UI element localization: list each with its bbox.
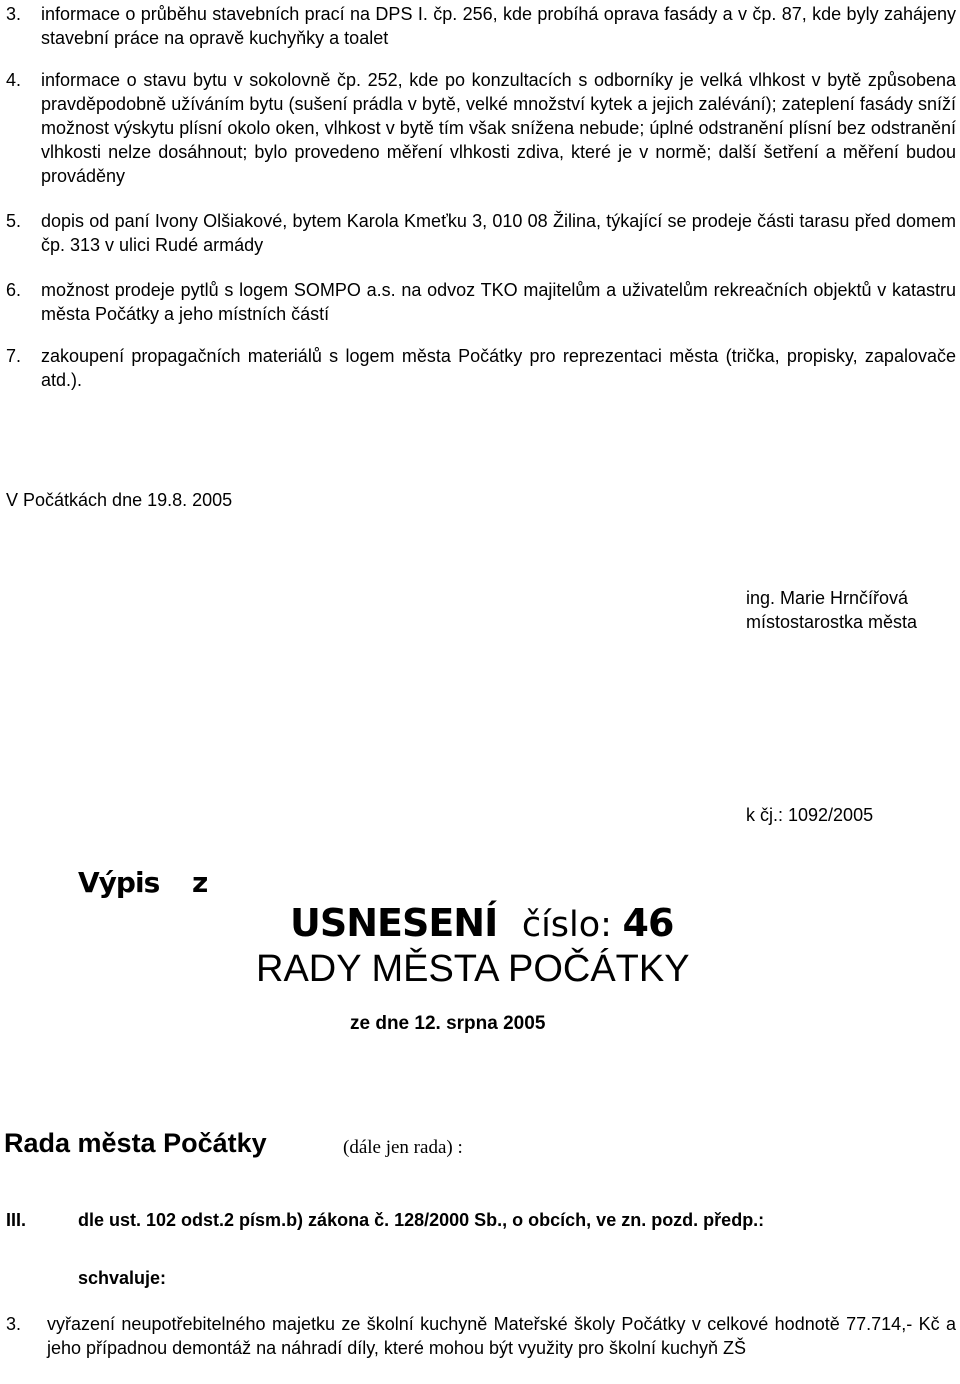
vypis-label: Výpis bbox=[78, 866, 160, 899]
approves-label: schvaluje: bbox=[78, 1268, 167, 1288]
item-text: možnost prodeje pytlů s logem SOMPO a.s. na odvoz TKO majitelům a uživatelům rekreačních objektů v katastru města Počátky a jeho místních částí bbox=[41, 280, 956, 324]
item-6 bbox=[6, 278, 956, 326]
item-number: 3. bbox=[6, 4, 22, 24]
cislo-value: 46 bbox=[622, 901, 674, 945]
item-text: dopis od paní Ivony Olšiakové, bytem Karola Kmeťku 3, 010 08 Žilina, týkající se prodeje části tarasu před domem čp. 313 v ulici Rudé armády bbox=[41, 211, 956, 255]
council-note: (dále jen rada) : bbox=[343, 1137, 463, 1158]
item-number: 5. bbox=[6, 211, 22, 231]
item-5 bbox=[6, 209, 956, 257]
usneseni-label: USNESENÍ bbox=[290, 901, 498, 945]
item-number: 3. bbox=[6, 1314, 22, 1334]
section-roman: III. bbox=[6, 1210, 27, 1230]
item-7 bbox=[6, 344, 956, 392]
item-number: 4. bbox=[6, 70, 22, 90]
resolution-date: ze dne 12. srpna 2005 bbox=[350, 1013, 546, 1034]
council-name: Rada města Počátky bbox=[4, 1128, 267, 1158]
item-number: 6. bbox=[6, 280, 22, 300]
reference-number: k čj.: 1092/2005 bbox=[746, 805, 874, 825]
item-3-bottom bbox=[6, 1312, 956, 1360]
item-text: zakoupení propagačních materiálů s logem města Počátky pro reprezentaci města (trička, propisky, zapalovače atd.). bbox=[41, 346, 956, 390]
item-text: informace o průběhu stavebních prací na DPS I. čp. 256, kde probíhá oprava fasády a v čp. 87, kde byly zahájeny stavební práce na opravě kuchyňky a toalet bbox=[41, 4, 956, 48]
cislo-label: číslo: bbox=[521, 905, 612, 945]
council-heading: RADY MĚSTA POČÁTKY bbox=[256, 948, 690, 990]
resolution-title bbox=[290, 898, 673, 950]
signature-name: ing. Marie Hrnčířová bbox=[746, 588, 909, 608]
place-date: V Počátkách dne 19.8. 2005 bbox=[6, 490, 233, 510]
item-text: informace o stavu bytu v sokolovně čp. 252, kde po konzultacích s odborníky je velká vlhkost v bytě způsobena pravděpodobně užíváním bytu (sušení prádla v bytě, velké množství kytek a jejich zalévání); zateplení fasády sníží možnost výskytu plísní okolo oken, vlhkost v bytě tím však snížena nebude; úplné odstranění plísní bez odstranění vlhkosti nelze dosáhnout; bylo provedeno měření vlhkosti zdiva, které je v normě; další šetření a měření budou prováděny bbox=[41, 70, 956, 186]
item-3-top bbox=[6, 2, 956, 50]
item-number: 7. bbox=[6, 346, 22, 366]
signature-role: místostarostka města bbox=[746, 612, 918, 632]
vypis-z: z bbox=[192, 866, 208, 899]
item-text: vyřazení neupotřebitelného majetku ze školní kuchyně Mateřské školy Počátky v celkové hodnotě 77.714,- Kč a jeho případnou demontáž na náhradí díly, které mohou být využity pro školní kuchyň ZŠ bbox=[47, 1314, 956, 1358]
item-4 bbox=[6, 68, 956, 188]
section-law: dle ust. 102 odst.2 písm.b) zákona č. 128/2000 Sb., o obcích, ve zn. pozd. předp.: bbox=[78, 1210, 765, 1230]
